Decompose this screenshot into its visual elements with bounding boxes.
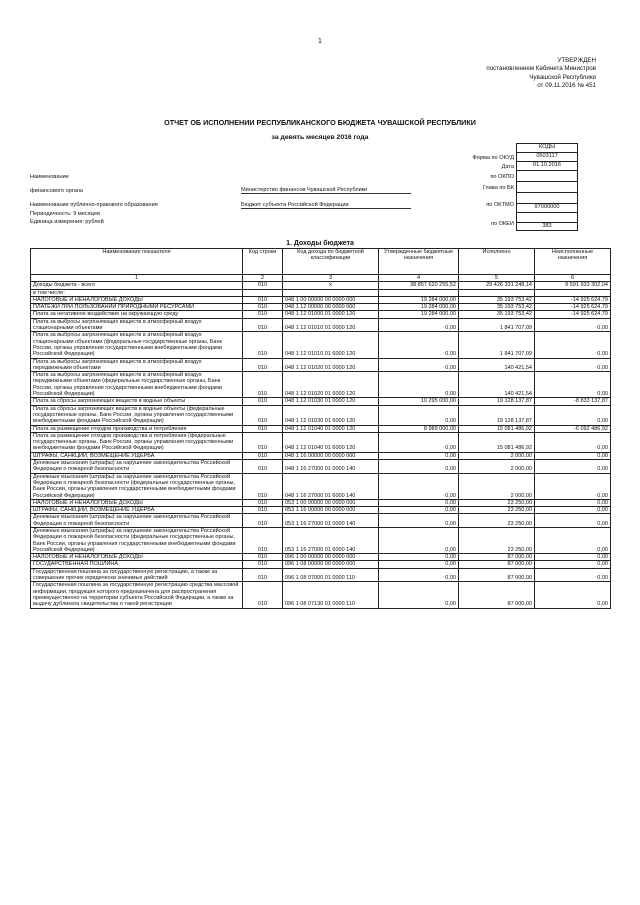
row-line: 010 xyxy=(243,452,283,459)
row-line: 010 xyxy=(243,554,283,561)
row-line: 010 xyxy=(243,332,283,358)
row-approved: 0,00 xyxy=(379,405,459,425)
table-row xyxy=(31,452,611,459)
row-approved: 0,00 xyxy=(379,514,459,528)
row-line: 010 xyxy=(243,514,283,528)
col-header-code: Код дохода по бюджетной классификации xyxy=(283,249,379,275)
row-unexecuted: 0,00 xyxy=(535,358,611,372)
row-executed: 35 193 753,42 xyxy=(459,304,535,311)
okei-label: по ОКЕИ xyxy=(490,221,514,227)
total-unexecuted: 9 591 933 302,04 xyxy=(535,282,611,289)
table-row xyxy=(31,358,611,372)
table-row xyxy=(31,499,611,506)
row-approved: 0,00 xyxy=(379,318,459,332)
row-executed: 2 000,00 xyxy=(459,452,535,459)
row-approved: 0,00 xyxy=(379,358,459,372)
table-row xyxy=(31,296,611,303)
row-executed: 1 841 707,09 xyxy=(459,332,535,358)
empty-cell xyxy=(379,289,459,296)
row-executed: 2 000,00 xyxy=(459,460,535,474)
row-unexecuted: 0,00 xyxy=(535,405,611,425)
row-approved: 0,00 xyxy=(379,561,459,568)
table-row xyxy=(31,514,611,528)
table-row xyxy=(31,527,611,553)
row-unexecuted: 0,00 xyxy=(535,514,611,528)
row-code: 053 1 00 00000 00 0000 000 xyxy=(283,499,379,506)
row-name: НАЛОГОВЫЕ И НЕНАЛОГОВЫЕ ДОХОДЫ xyxy=(31,296,243,303)
glava-label: Глава по БК xyxy=(482,185,514,191)
row-unexecuted: 0,00 xyxy=(535,452,611,459)
empty-cell xyxy=(283,289,379,296)
row-code: 048 1 12 01010 01 0000 120 xyxy=(283,318,379,332)
col-number-2: 2 xyxy=(243,275,283,282)
col-number-3: 3 xyxy=(283,275,379,282)
row-unexecuted: 0,00 xyxy=(535,460,611,474)
row-executed: 1 841 707,09 xyxy=(459,318,535,332)
row-unexecuted: 0,00 xyxy=(535,582,611,608)
row-name: Плата за выбросы загрязняющих веществ в атмосферный воздух передвижными объектами (федеральные государственные органы, Банк России, органы управления государственными внебюджетными фондами Российской Федерации) xyxy=(31,372,243,398)
row-unexecuted: 0,00 xyxy=(535,554,611,561)
row-approved: 0,00 xyxy=(379,460,459,474)
report-title: ОТЧЕТ ОБ ИСПОЛНЕНИИ РЕСПУБЛИКАНСКОГО БЮДЖЕТА ЧУВАШСКОЙ РЕСПУБЛИКИ xyxy=(164,118,476,127)
okud-value: 0503117 xyxy=(517,152,578,161)
approval-block xyxy=(406,57,596,90)
row-executed: 23 250,00 xyxy=(459,514,535,528)
income-table xyxy=(30,248,611,609)
row-name: Плата за выбросы загрязняющих веществ в атмосферный воздух стационарными объектами xyxy=(31,318,243,332)
oktmo-value: 97000000 xyxy=(517,203,578,212)
row-line: 010 xyxy=(243,499,283,506)
row-code: 053 1 16 00000 00 0000 000 xyxy=(283,507,379,514)
row-name: Государственная пошлина за государственную регистрацию средства массовой информации, продукция которого предназначена для распространения преимущественно на территории субъекта Российской Федерации, а также за выдачу дубликата свидетельства о такой регистрации xyxy=(31,582,243,608)
row-code: 048 1 12 01020 01 6000 120 xyxy=(283,372,379,398)
row-executed: 23 250,00 xyxy=(459,499,535,506)
table-row xyxy=(31,311,611,318)
row-approved: 19 284 000,00 xyxy=(379,296,459,303)
ppo-value: Бюджет субъекта Российской Федерации xyxy=(241,202,411,209)
row-unexecuted: -8 833 137,87 xyxy=(535,398,611,405)
row-approved: 0,00 xyxy=(379,452,459,459)
row-unexecuted: 0,00 xyxy=(535,561,611,568)
row-name: Плата за размещение отходов производства и потребления xyxy=(31,425,243,432)
row-approved: 0,00 xyxy=(379,507,459,514)
row-code: 048 1 12 01030 01 0000 120 xyxy=(283,398,379,405)
col-header-approved: Утвержденные бюджетные назначения xyxy=(379,249,459,275)
row-line: 010 xyxy=(243,372,283,398)
row-name: Плата за выбросы загрязняющих веществ в атмосферный воздух передвижными объектами xyxy=(31,358,243,372)
table-row xyxy=(31,554,611,561)
row-code: 096 1 08 07000 01 0000 110 xyxy=(283,568,379,582)
col-header-unexecuted: Неисполненные назначения xyxy=(535,249,611,275)
row-executed: 2 000,00 xyxy=(459,473,535,499)
row-unexecuted: 0,00 xyxy=(535,473,611,499)
row-executed: 87 000,00 xyxy=(459,554,535,561)
row-line: 010 xyxy=(243,561,283,568)
row-executed: 23 250,00 xyxy=(459,527,535,553)
row-approved: 0,00 xyxy=(379,332,459,358)
row-code: 048 1 12 01010 01 6000 120 xyxy=(283,332,379,358)
total-row xyxy=(31,282,611,289)
in-that-number: в том числе: xyxy=(31,289,243,296)
codes-table xyxy=(516,143,578,231)
oktmo-label: по ОКТМО xyxy=(486,202,514,208)
codes-spacer-2 xyxy=(517,212,578,222)
row-name: ШТРАФЫ, САНКЦИИ, ВОЗМЕЩЕНИЕ УЩЕРБА xyxy=(31,452,243,459)
row-line: 010 xyxy=(243,568,283,582)
row-unexecuted: 0,00 xyxy=(535,372,611,398)
approval-line-4: от 09.11.2016 № 451 xyxy=(537,81,596,89)
table-row xyxy=(31,425,611,432)
row-unexecuted: -6 092 486,92 xyxy=(535,425,611,432)
row-line: 010 xyxy=(243,405,283,425)
row-executed: 87 000,00 xyxy=(459,568,535,582)
table-row xyxy=(31,405,611,425)
table-row xyxy=(31,318,611,332)
row-executed: 19 128 137,87 xyxy=(459,398,535,405)
row-line: 010 xyxy=(243,304,283,311)
col-header-name: Наименование показателя xyxy=(31,249,243,275)
row-approved: 0,00 xyxy=(379,372,459,398)
row-code: 048 1 00 00000 00 0000 000 xyxy=(283,296,379,303)
approval-line-2: постановлением Кабинета Министров xyxy=(486,65,596,73)
row-code: 048 1 12 00000 00 0000 000 xyxy=(283,304,379,311)
row-code: 048 1 16 00000 00 0000 000 xyxy=(283,452,379,459)
row-line: 010 xyxy=(243,425,283,432)
col-number-5: 5 xyxy=(459,275,535,282)
row-line: 010 xyxy=(243,398,283,405)
row-unexecuted: 0,00 xyxy=(535,507,611,514)
row-unexecuted: 0,00 xyxy=(535,432,611,452)
row-approved: 0,00 xyxy=(379,568,459,582)
row-executed: 140 421,54 xyxy=(459,358,535,372)
row-name: Плата за сбросы загрязняющих веществ в водные объекты xyxy=(31,398,243,405)
row-code: 048 1 12 01040 01 0000 120 xyxy=(283,425,379,432)
row-approved: 0,00 xyxy=(379,473,459,499)
row-name: ШТРАФЫ, САНКЦИИ, ВОЗМЕЩЕНИЕ УЩЕРБА xyxy=(31,507,243,514)
row-name: Плата за сбросы загрязняющих веществ в водные объекты (федеральные государственные органы, Банк России, органы управления государственными внебюджетными фондами Российской Федерации) xyxy=(31,405,243,425)
row-name: Государственная пошлина за государственную регистрацию, а также за совершение прочих юридически значимых действий xyxy=(31,568,243,582)
row-executed: 87 000,00 xyxy=(459,561,535,568)
row-name: Плата за выбросы загрязняющих веществ в атмосферный воздух стационарными объектами (федеральные государственные органы, Банк России, органы управления государственными внебюджетными фондами Российской Федерации) xyxy=(31,332,243,358)
total-line: 010 xyxy=(243,282,283,289)
row-name: ПЛАТЕЖИ ПРИ ПОЛЬЗОВАНИИ ПРИРОДНЫМИ РЕСУРСАМИ xyxy=(31,304,243,311)
page-number: 1 xyxy=(318,38,322,45)
table-row xyxy=(31,473,611,499)
row-executed: 140 421,54 xyxy=(459,372,535,398)
total-approved: 38 857 620 255,52 xyxy=(379,282,459,289)
empty-cell xyxy=(243,289,283,296)
approval-line-1: УТВЕРЖДЕН xyxy=(557,57,596,64)
label-period: Периодичность: 9 месяцев xyxy=(30,211,100,217)
row-executed: 35 193 753,42 xyxy=(459,311,535,318)
row-approved: 0,00 xyxy=(379,432,459,452)
date-value: 01.10.2016 xyxy=(517,161,578,170)
total-executed: 29 426 331 248,14 xyxy=(459,282,535,289)
row-code: 053 1 16 27000 01 6000 140 xyxy=(283,527,379,553)
row-executed: 23 250,00 xyxy=(459,507,535,514)
table-row xyxy=(31,304,611,311)
row-approved: 0,00 xyxy=(379,554,459,561)
codes-header: КОДЫ xyxy=(517,144,578,153)
approval-line-3: Чувашской Республики xyxy=(529,73,596,81)
okpo-value xyxy=(517,170,578,181)
row-name: ГОСУДАРСТВЕННАЯ ПОШЛИНА xyxy=(31,561,243,568)
empty-cell xyxy=(535,289,611,296)
label-name: Наименование xyxy=(30,174,69,180)
table-row xyxy=(31,460,611,474)
row-code: 053 1 16 27000 01 0000 140 xyxy=(283,514,379,528)
okpo-label: по ОКПО xyxy=(490,174,514,180)
row-unexecuted: 0,00 xyxy=(535,499,611,506)
codes-spacer xyxy=(517,192,578,203)
row-name: НАЛОГОВЫЕ И НЕНАЛОГОВЫЕ ДОХОДЫ xyxy=(31,499,243,506)
row-code: 096 1 08 00000 00 0000 000 xyxy=(283,561,379,568)
row-executed: 19 128 137,87 xyxy=(459,405,535,425)
glava-value xyxy=(517,181,578,192)
total-name: Доходы бюджета - всего xyxy=(31,282,243,289)
row-line: 010 xyxy=(243,296,283,303)
table-row xyxy=(31,568,611,582)
in-that-number-row xyxy=(31,289,611,296)
row-unexecuted: 0,00 xyxy=(535,332,611,358)
col-number-4: 4 xyxy=(379,275,459,282)
row-approved: 0,00 xyxy=(379,582,459,608)
label-unit: Единица измерения: рублей xyxy=(30,219,104,225)
row-executed: 87 000,00 xyxy=(459,582,535,608)
row-approved: 10 295 000,00 xyxy=(379,398,459,405)
row-code: 048 1 12 01030 01 6000 120 xyxy=(283,405,379,425)
report-subtitle: за девять месяцев 2016 года xyxy=(271,134,369,141)
table-row xyxy=(31,398,611,405)
col-number-6: 6 xyxy=(535,275,611,282)
table-row xyxy=(31,372,611,398)
row-name: Денежные взыскания (штрафы) за нарушение законодательства Российской Федерации о пожарной безопасности xyxy=(31,514,243,528)
row-unexecuted: -14 925 624,79 xyxy=(535,296,611,303)
table-row xyxy=(31,432,611,452)
row-name: Денежные взыскания (штрафы) за нарушение законодательства Российской Федерации о пожарной безопасности (федеральные государственные органы, Банк России, органы управления государственными внебюджетными фондами Российской Федерации) xyxy=(31,473,243,499)
row-unexecuted: 0,00 xyxy=(535,527,611,553)
row-executed: 15 081 486,92 xyxy=(459,432,535,452)
table-row xyxy=(31,507,611,514)
row-approved: 19 284 000,00 xyxy=(379,311,459,318)
row-code: 096 1 00 00000 00 0000 000 xyxy=(283,554,379,561)
table-row xyxy=(31,561,611,568)
row-code: 048 1 12 01020 01 0000 120 xyxy=(283,358,379,372)
row-line: 010 xyxy=(243,473,283,499)
row-code: 048 1 16 27000 01 6000 140 xyxy=(283,473,379,499)
col-number-1: 1 xyxy=(31,275,243,282)
col-header-executed: Исполнено xyxy=(459,249,535,275)
row-name: Денежные взыскания (штрафы) за нарушение законодательства Российской Федерации о пожарной безопасности xyxy=(31,460,243,474)
row-name: Плата за негативное воздействие на окружающую среду xyxy=(31,311,243,318)
row-approved: 0,00 xyxy=(379,499,459,506)
row-unexecuted: -14 925 624,79 xyxy=(535,304,611,311)
label-fin-org: финансового органа xyxy=(30,188,84,194)
row-approved: 0,00 xyxy=(379,527,459,553)
table-row xyxy=(31,582,611,608)
row-line: 010 xyxy=(243,432,283,452)
okei-value: 383 xyxy=(517,222,578,231)
empty-cell xyxy=(459,289,535,296)
total-code: x xyxy=(283,282,379,289)
row-name: Денежные взыскания (штрафы) за нарушение законодательства Российской Федерации о пожарной безопасности (федеральные государственные органы, Банк России, органы управления государственными внебюджетными фондами Российской Федерации) xyxy=(31,527,243,553)
row-line: 010 xyxy=(243,582,283,608)
okud-label: Форма по ОКУД xyxy=(472,155,514,161)
row-executed: 35 193 753,42 xyxy=(459,296,535,303)
row-line: 010 xyxy=(243,460,283,474)
row-approved: 8 989 000,00 xyxy=(379,425,459,432)
row-unexecuted: 0,00 xyxy=(535,318,611,332)
label-ppo: Наименование публично-правового образования xyxy=(30,202,158,208)
row-approved: 19 284 000,00 xyxy=(379,304,459,311)
row-line: 010 xyxy=(243,311,283,318)
table-row xyxy=(31,332,611,358)
row-line: 010 xyxy=(243,507,283,514)
row-line: 010 xyxy=(243,358,283,372)
col-header-line: Код строки xyxy=(243,249,283,275)
section-title: 1. Доходы бюджета xyxy=(286,240,354,247)
row-name: Плата за размещение отходов производства и потребления (федеральные государственные органы, Банк России, органы управления государственными внебюджетными фондами Российской Федерации) xyxy=(31,432,243,452)
row-code: 048 1 16 27000 01 0000 140 xyxy=(283,460,379,474)
row-name: НАЛОГОВЫЕ И НЕНАЛОГОВЫЕ ДОХОДЫ xyxy=(31,554,243,561)
date-label: Дата xyxy=(501,164,514,170)
row-unexecuted: -14 925 624,79 xyxy=(535,311,611,318)
row-executed: 15 081 486,92 xyxy=(459,425,535,432)
row-code: 096 1 08 07130 01 0000 110 xyxy=(283,582,379,608)
row-unexecuted: 0,00 xyxy=(535,568,611,582)
row-code: 048 1 12 01040 01 6000 120 xyxy=(283,432,379,452)
row-line: 010 xyxy=(243,527,283,553)
row-code: 048 1 12 01000 01 0000 120 xyxy=(283,311,379,318)
row-line: 010 xyxy=(243,318,283,332)
fin-org-value: Министерство финансов Чувашской Республики xyxy=(241,187,411,194)
